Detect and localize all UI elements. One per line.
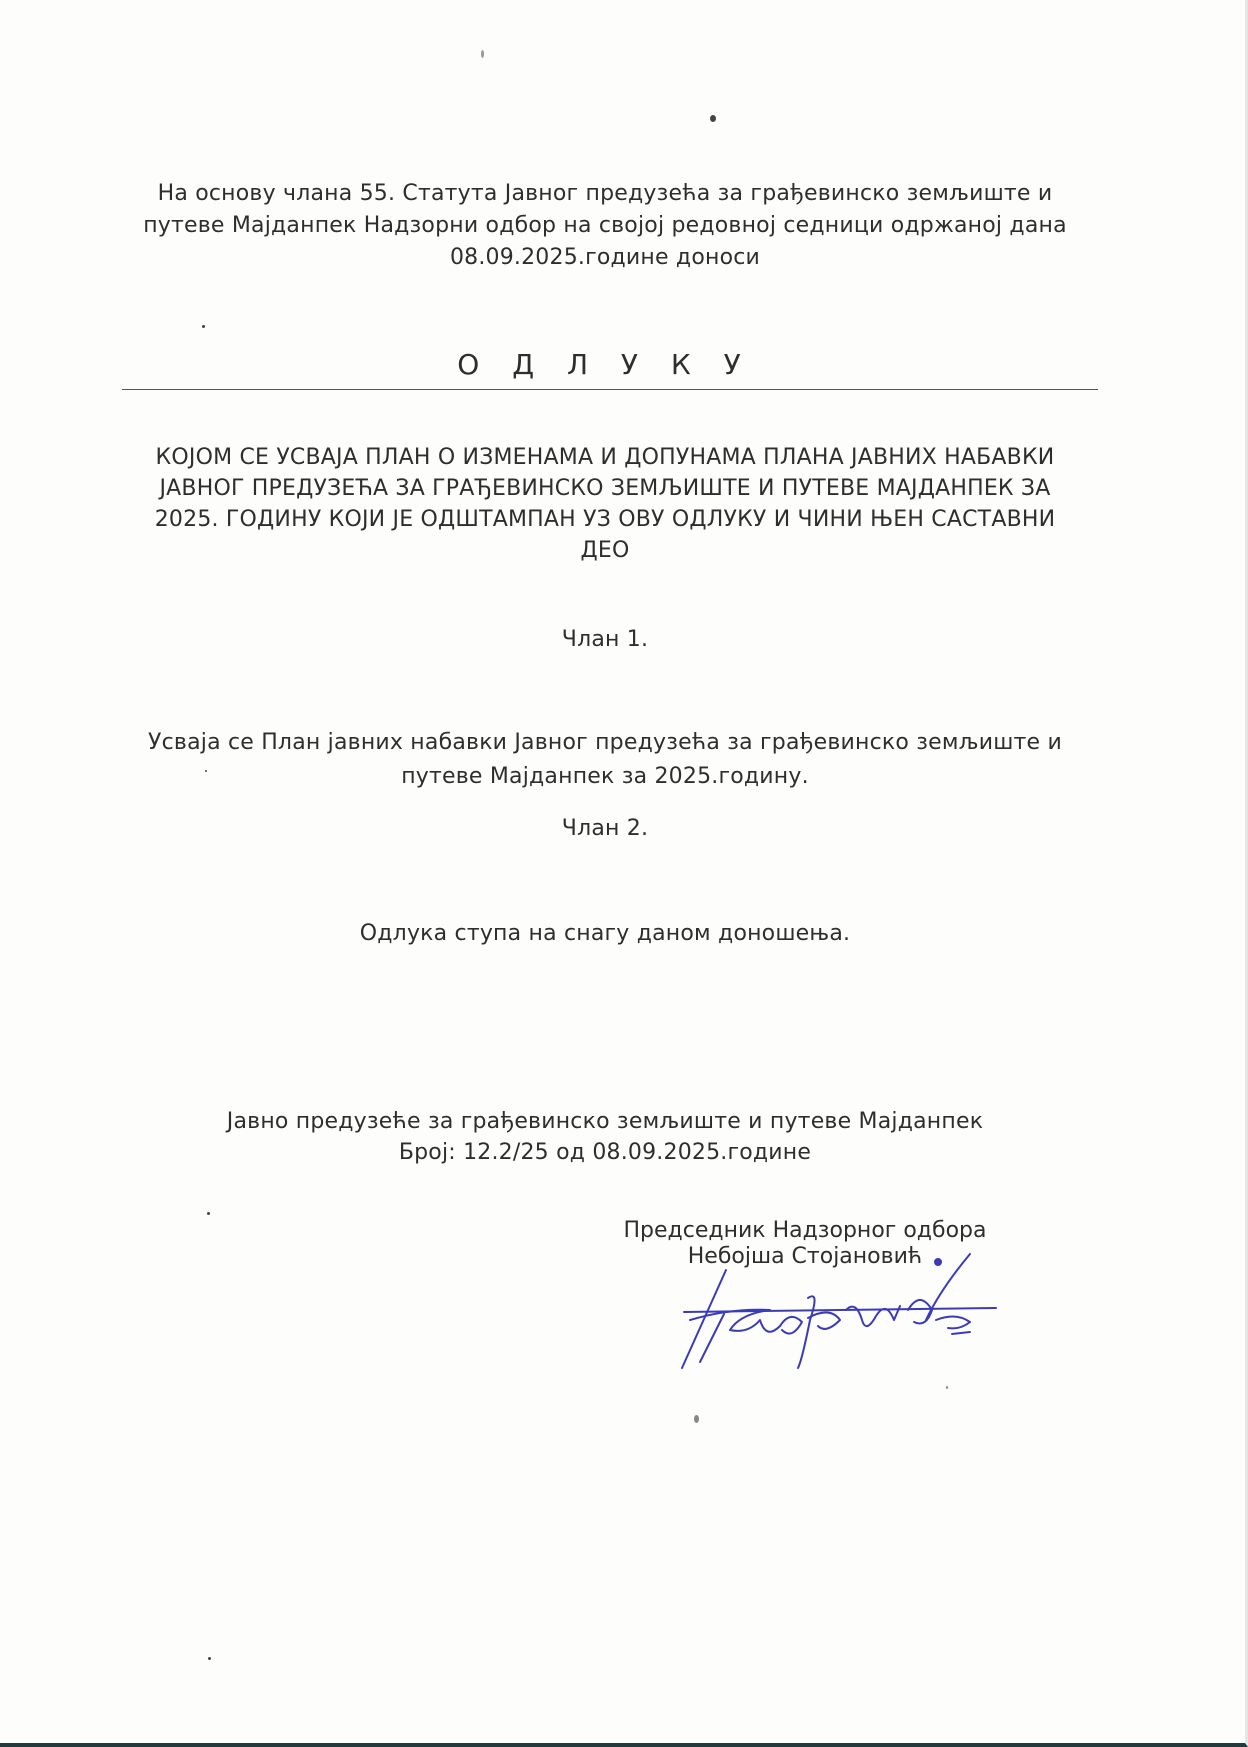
handwritten-signature — [670, 1250, 1010, 1380]
scan-speck — [202, 325, 205, 328]
subject-line: КОЈОМ СЕ УСВАЈА ПЛАН О ИЗМЕНАМА И ДОПУНАМА ПЛАНА ЈАВНИХ НАБАВКИ — [155, 445, 1055, 470]
preamble-line: путеве Мајданпек Надзорни одбор на својој редовној седници одржаној дана — [143, 213, 1067, 238]
ink-dot — [934, 1258, 942, 1266]
scan-speck — [207, 1212, 210, 1215]
preamble-line: На основу члана 55. Статута Јавног предузећа за грађевинско земљиште и — [157, 181, 1053, 206]
signatory-name: Небојша Стојановић — [687, 1244, 923, 1269]
scan-speck — [481, 50, 484, 58]
decision-subject — [110, 442, 1100, 566]
subject-line: 2025. ГОДИНУ КОЈИ ЈЕ ОДШТАМПАН УЗ ОВУ ОДЛУКУ И ЧИНИ ЊЕН САСТАВНИ — [154, 507, 1056, 532]
title-underline — [122, 389, 1098, 390]
subject-line: ЈАВНОГ ПРЕДУЗЕЋА ЗА ГРАЂЕВИНСКО ЗЕМЉИШТЕ И ПУТЕВЕ МАЈДАНПЕК ЗА — [159, 476, 1051, 501]
article-1-line: путеве Мајданпек за 2025.годину. — [401, 764, 809, 789]
preamble — [110, 178, 1100, 274]
signatory-role: Председник Надзорног одбора — [623, 1218, 987, 1243]
scan-speck — [208, 1657, 211, 1660]
issuer-block — [110, 1106, 1100, 1168]
scan-speck — [946, 1386, 948, 1389]
article-1-body — [110, 726, 1100, 794]
article-2-heading: Члан 2. — [561, 816, 649, 841]
article-1-line: Усваја се План јавних набавки Јавног предузећа за грађевинско земљиште и — [148, 730, 1062, 755]
subject-line: ДЕО — [580, 538, 630, 563]
document-title: О Д Л У К У — [457, 348, 753, 381]
issuer-organization: Јавно предузеће за грађевинско земљиште и путеве Мајданпек — [226, 1109, 984, 1134]
article-1-heading: Члан 1. — [561, 627, 649, 652]
preamble-line: 08.09.2025.године доноси — [449, 245, 761, 270]
scan-speck — [694, 1415, 699, 1423]
scan-speck — [710, 115, 716, 122]
article-2-body: Одлука ступа на снагу даном доношења. — [359, 921, 851, 946]
issuer-number: Број: 12.2/25 од 08.09.2025.године — [398, 1140, 812, 1165]
